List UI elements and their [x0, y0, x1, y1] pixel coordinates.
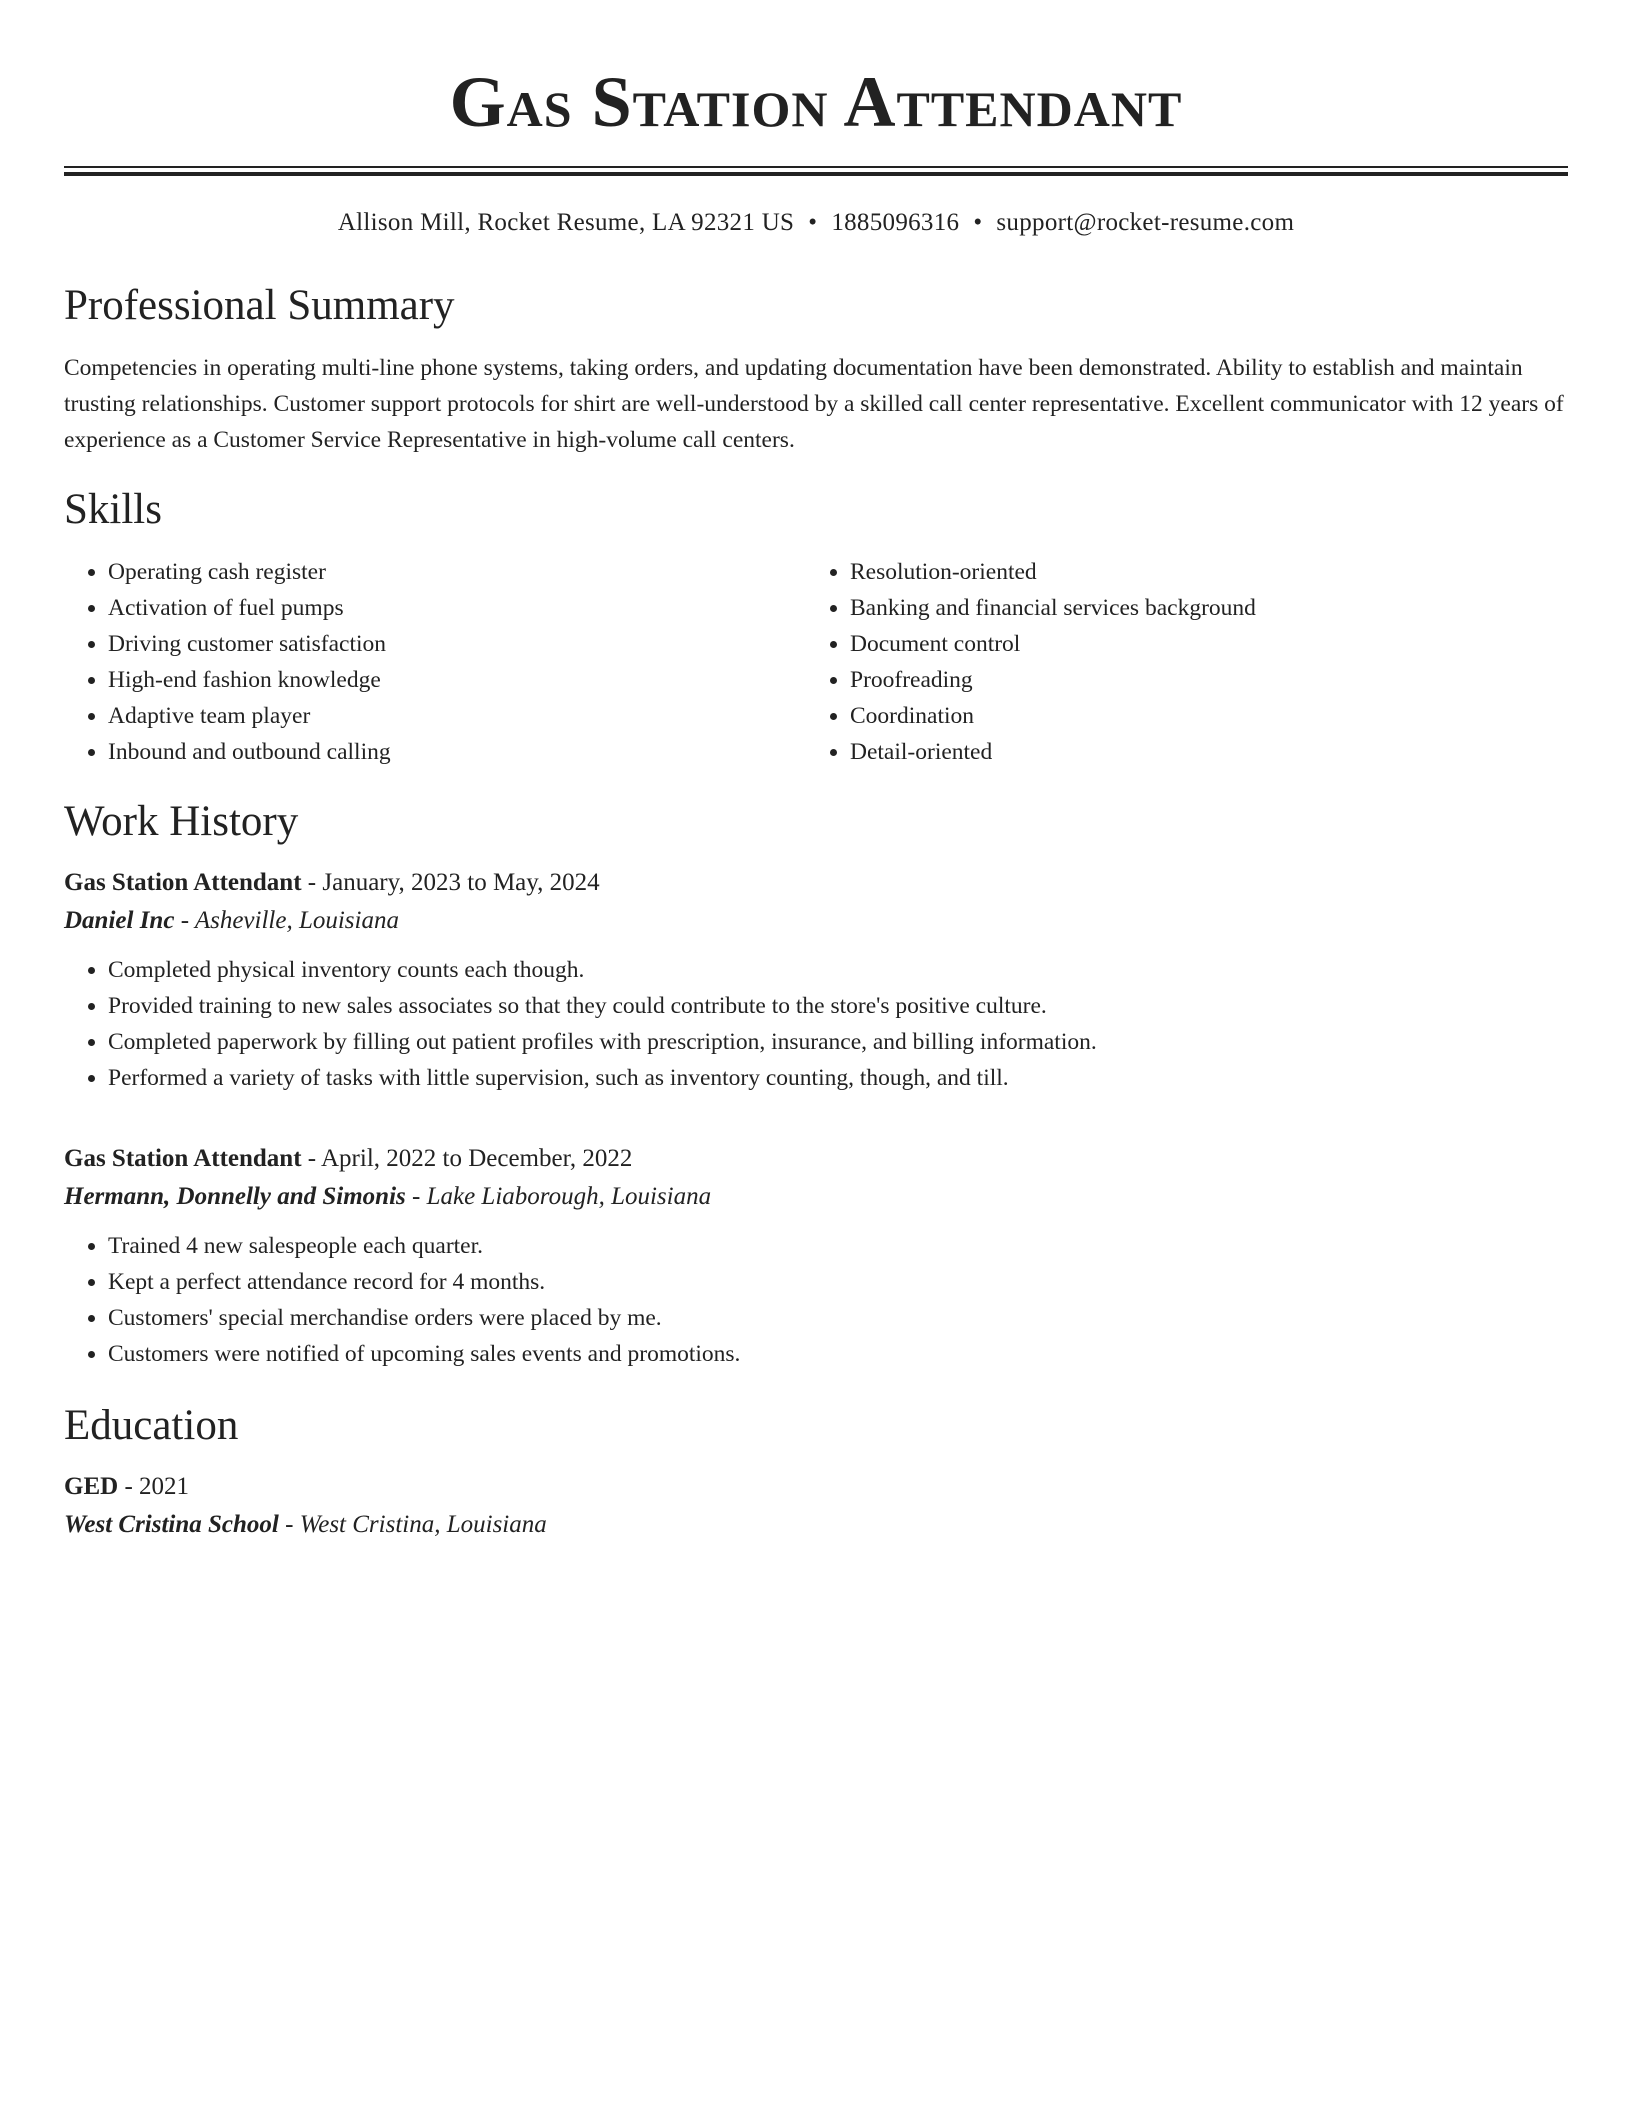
job-duties	[64, 952, 1568, 1096]
skill-item: • Document control	[850, 626, 1548, 662]
job-employer-line	[64, 1178, 1568, 1216]
education-location: West Cristina, Louisiana	[299, 1511, 547, 1538]
job-title: Gas Station Attendant	[64, 869, 302, 896]
resume-title: Gas Station Attendant	[449, 62, 1183, 142]
job-dates: April, 2022 to December, 2022	[321, 1145, 633, 1172]
skills-list-right	[806, 554, 1548, 770]
skill-item: • Proofreading	[850, 662, 1548, 698]
education-entry	[64, 1468, 1568, 1544]
work-history-heading: Work History	[64, 798, 299, 845]
skills-grid	[64, 554, 1568, 770]
skill-item: • Coordination	[850, 698, 1548, 734]
contact-separator: •	[808, 209, 818, 236]
job-entry	[64, 1140, 1568, 1372]
job-duty-item: • Completed physical inventory counts each though.	[108, 952, 1568, 988]
job-duty-item: • Provided training to new sales associates so that they could contribute to the store's positive culture.	[108, 988, 1568, 1024]
summary-text: Competencies in operating multi-line phone systems, taking orders, and updating documentation have been demonstrated. Ability to establish and maintain trusting relationships. Customer support protocols for shirt are well-understood by a skilled call center representative. Excellent communicator with 12 years of experience as a Customer Service Representative in high-volume call centers.	[64, 355, 1564, 453]
job-employer-line	[64, 902, 1568, 940]
job-duty-item: • Customers' special merchandise orders were placed by me.	[108, 1300, 1568, 1336]
education-year: 2021	[139, 1473, 190, 1500]
job-dates: January, 2023 to May, 2024	[322, 869, 600, 896]
job-duties	[64, 1228, 1568, 1372]
education-dash: -	[118, 1473, 140, 1500]
contact-line	[64, 206, 1568, 240]
skill-item: • Resolution-oriented	[850, 554, 1548, 590]
job-location: Asheville, Louisiana	[194, 907, 399, 934]
education-degree: GED	[64, 1473, 119, 1500]
skill-item: • Driving customer satisfaction	[108, 626, 806, 662]
education-school: West Cristina School	[64, 1511, 279, 1538]
job-company: Hermann, Donnelly and Simonis	[64, 1183, 406, 1210]
job-dash: -	[405, 1183, 427, 1210]
contact-phone: 1885096316	[831, 209, 960, 236]
education-heading: Education	[64, 1402, 239, 1449]
education-dash: -	[278, 1511, 300, 1538]
summary-heading: Professional Summary	[64, 282, 455, 329]
contact-separator: •	[973, 209, 983, 236]
skill-item: • Detail-oriented	[850, 734, 1548, 770]
contact-address: Allison Mill, Rocket Resume, LA 92321 US	[337, 209, 795, 236]
job-dash: -	[174, 907, 195, 934]
job-title: Gas Station Attendant	[64, 1145, 302, 1172]
skill-item: • Banking and financial services background	[850, 590, 1548, 626]
job-duty-item: • Completed paperwork by filling out patient profiles with prescription, insurance, and billing information.	[108, 1024, 1568, 1060]
skill-item: • Operating cash register	[108, 554, 806, 590]
skills-list-left	[64, 554, 806, 770]
job-duty-item: • Trained 4 new salespeople each quarter.	[108, 1228, 1568, 1264]
job-dash: -	[301, 869, 323, 896]
header-divider	[64, 166, 1568, 176]
job-duty-item: • Customers were notified of upcoming sales events and promotions.	[108, 1336, 1568, 1372]
skill-item: • Activation of fuel pumps	[108, 590, 806, 626]
contact-email: support@rocket-resume.com	[996, 209, 1295, 236]
education-degree-line	[64, 1468, 1568, 1506]
skill-item: • High-end fashion knowledge	[108, 662, 806, 698]
education-school-line	[64, 1506, 1568, 1544]
job-entry	[64, 864, 1568, 1096]
job-duty-item: • Kept a perfect attendance record for 4 months.	[108, 1264, 1568, 1300]
skill-item: • Adaptive team player	[108, 698, 806, 734]
skills-heading: Skills	[64, 486, 162, 533]
job-location: Lake Liaborough, Louisiana	[426, 1183, 712, 1210]
job-header	[64, 864, 1568, 902]
job-dash: -	[301, 1145, 321, 1172]
job-duty-item: • Performed a variety of tasks with little supervision, such as inventory counting, though, and till.	[108, 1060, 1568, 1096]
skill-item: • Inbound and outbound calling	[108, 734, 806, 770]
job-header	[64, 1140, 1568, 1178]
job-company: Daniel Inc	[64, 907, 175, 934]
